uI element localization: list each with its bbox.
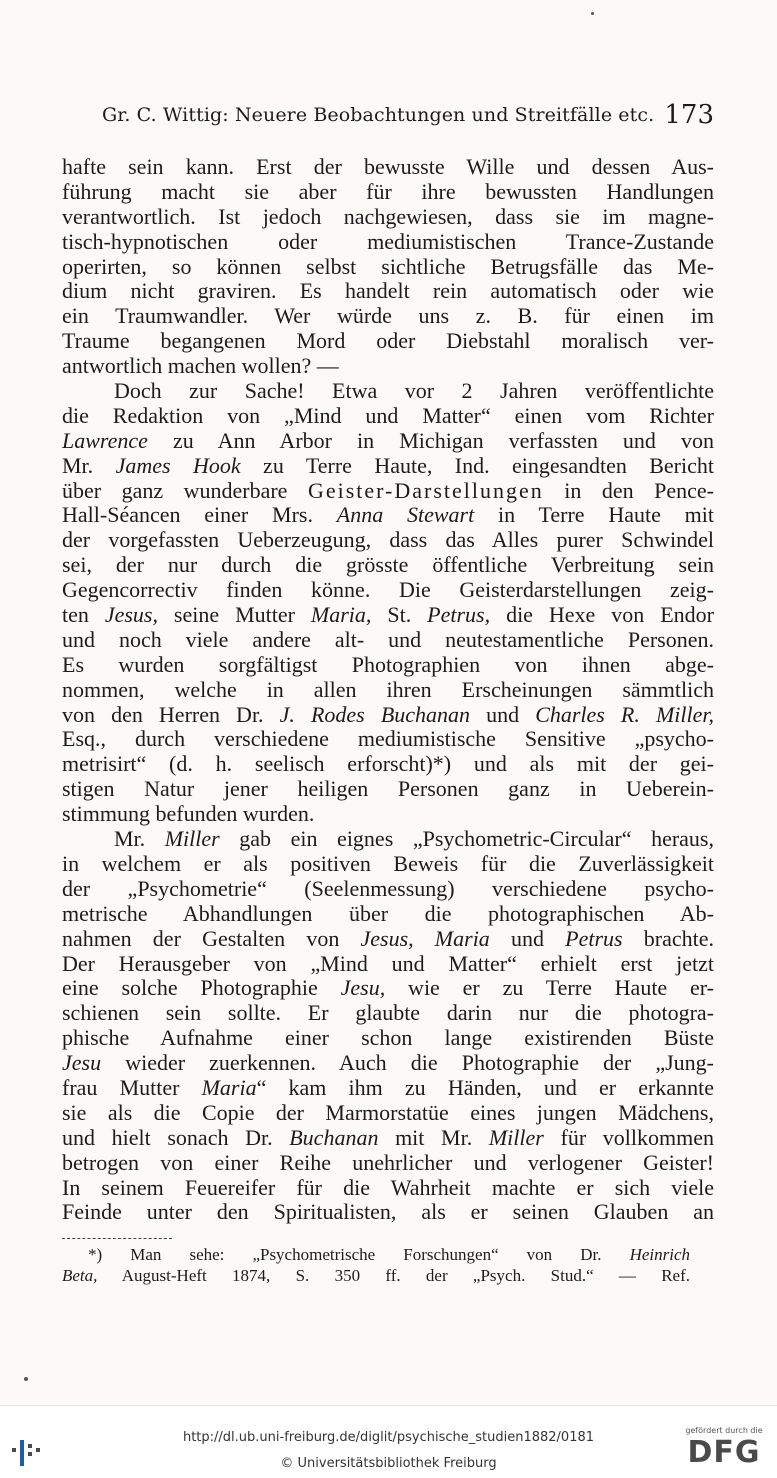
text-span: eine solche Photographie xyxy=(62,976,341,1001)
text-span: zu Ann Arbor in Michigan verfassten und von xyxy=(147,428,714,453)
text-line xyxy=(62,454,714,479)
text-line xyxy=(62,404,714,429)
viewer-footer xyxy=(0,1405,777,1478)
text-span: wieder zuerkennen. Auch die Photographie der „Jung- xyxy=(101,1051,714,1076)
text-span: in Terre Haute mit xyxy=(474,503,714,528)
text-line xyxy=(62,1126,714,1151)
text-span: verantwortlich. Ist jedoch nachgewiesen, dass sie im magne- xyxy=(62,204,714,229)
text-span: und xyxy=(470,702,536,727)
text-line xyxy=(62,1151,714,1176)
text-line xyxy=(62,429,714,454)
text-line xyxy=(62,503,714,528)
text-span: zu Terre Haute, Ind. eingesandten Bericht xyxy=(240,453,714,478)
text-span: brachte. xyxy=(622,926,714,951)
text-line xyxy=(62,852,714,877)
text-line xyxy=(62,752,714,777)
text-span: wie er zu Terre Haute er- xyxy=(385,976,714,1001)
text-line xyxy=(62,952,714,977)
italic-span: Petrus, xyxy=(427,603,491,628)
text-span: Gegencorrectiv finden könne. Die Geisterdarstellungen zeig- xyxy=(62,578,714,603)
text-line xyxy=(62,329,714,354)
italic-span: Anna Stewart xyxy=(336,503,475,528)
text-span: antwortlich machen wollen? — xyxy=(62,354,339,379)
italic-span: Jesu xyxy=(62,1051,102,1076)
italic-span: Maria, xyxy=(310,603,372,628)
spaced-span: Geister-Darstellungen xyxy=(307,478,544,503)
text-line xyxy=(62,628,714,653)
text-span: sie als die Copie der Marmorstatüe eines jungen Mädchens, xyxy=(62,1100,714,1125)
text-span: Doch zur Sache! Etwa vor 2 Jahren veröffentlichte xyxy=(114,379,714,404)
text-line xyxy=(62,578,714,603)
text-line xyxy=(62,553,714,578)
text-line xyxy=(62,976,714,1001)
text-line xyxy=(62,230,714,255)
dfg-caption: gefördert durch die xyxy=(685,1426,763,1435)
text-line xyxy=(62,1101,714,1126)
text-line xyxy=(62,528,714,553)
text-line xyxy=(62,802,714,827)
running-head xyxy=(62,100,714,132)
text-span: die Hexe von Endor xyxy=(490,603,714,628)
text-line xyxy=(62,1176,714,1201)
text-line xyxy=(62,827,714,852)
text-span: nommen, welche in allen ihren Erscheinungen sämmtlich xyxy=(62,677,714,702)
italic-span: Beta, xyxy=(62,1266,98,1285)
italic-span: J. Rodes Buchanan xyxy=(279,702,471,727)
text-span: Mr. xyxy=(62,453,116,478)
text-span: die Redaktion von „Mind und Matter“ einen vom Richter xyxy=(62,403,714,428)
text-span: von den Herren Dr. xyxy=(62,702,280,727)
text-span: In seinem Feuereifer für die Wahrheit machte er sich viele xyxy=(62,1175,714,1200)
text-span: und noch viele andere alt- und neutestamentliche Personen. xyxy=(62,627,714,652)
italic-span: Petrus xyxy=(565,926,623,951)
italic-span: James Hook xyxy=(115,453,241,478)
text-span: und hielt sonach Dr. xyxy=(62,1125,290,1150)
text-span: August-Heft 1874, S. 350 ff. der „Psych. Stud.“ — Ref. xyxy=(97,1266,690,1285)
text-span: dium nicht graviren. Es handelt rein automatisch oder wie xyxy=(62,279,714,304)
text-line xyxy=(62,255,714,280)
text-line xyxy=(62,653,714,678)
text-line xyxy=(62,1051,714,1076)
italic-span: Miller xyxy=(488,1125,544,1150)
footnote-rule xyxy=(62,1238,172,1239)
text-line xyxy=(62,304,714,329)
text-line xyxy=(62,1265,690,1286)
italic-span: Heinrich xyxy=(629,1245,690,1264)
page-number: 173 xyxy=(664,100,714,130)
text-span: mit Mr. xyxy=(378,1125,489,1150)
text-span: in den Pence- xyxy=(543,478,714,503)
scan-speck-top xyxy=(591,12,594,15)
text-span: phische Aufnahme einer schon lange existirenden Büste xyxy=(62,1026,714,1051)
text-line xyxy=(62,727,714,752)
text-line xyxy=(62,479,714,504)
text-span: stigen Natur jener heiligen Personen ganz in Ueberein- xyxy=(62,777,714,802)
text-span: metrische Abhandlungen über die photographischen Ab- xyxy=(62,901,714,926)
text-line xyxy=(62,1200,714,1225)
text-span: der vorgefassten Ueberzeugung, dass das Alles purer Schwindel xyxy=(62,528,714,553)
text-line xyxy=(62,777,714,802)
text-span: “ kam ihm zu Händen, und er erkannte xyxy=(256,1075,714,1100)
text-span: Esq., durch verschiedene mediumistische Sensitive „psycho- xyxy=(62,727,714,752)
text-span: metrisirt“ (d. h. seelisch erforscht)*) und als mit der gei- xyxy=(62,752,714,777)
text-line xyxy=(62,354,714,379)
text-line xyxy=(62,902,714,927)
body-text xyxy=(62,155,714,1225)
text-line xyxy=(62,180,714,205)
footnote xyxy=(62,1244,690,1286)
text-span: Es wurden sorgfältigst Photographien von ihnen abge- xyxy=(62,652,714,677)
italic-span: Jesu, xyxy=(340,976,386,1001)
text-span: schienen sein sollte. Er glaubte darin nur die photogra- xyxy=(62,1001,714,1026)
text-line xyxy=(62,155,714,180)
text-span: nahmen der Gestalten von xyxy=(62,926,361,951)
italic-span: Jesus, Maria xyxy=(360,926,490,951)
text-line xyxy=(62,877,714,902)
text-line xyxy=(62,205,714,230)
text-line xyxy=(62,1001,714,1026)
text-span: seine Mutter xyxy=(157,603,311,628)
text-span: ein Traumwandler. Wer würde uns z. B. für einen im xyxy=(62,304,714,329)
source-url-link[interactable]: http://dl.ub.uni-freiburg.de/diglit/psychische_studien1882/0181 xyxy=(182,1430,595,1445)
text-span: sei, der nur durch die grösste öffentliche Verbreitung sein xyxy=(62,553,714,578)
text-span: ten xyxy=(62,603,105,628)
text-line xyxy=(62,1026,714,1051)
italic-span: Miller xyxy=(164,827,220,852)
text-line xyxy=(62,703,714,728)
text-span: führung macht sie aber für ihre bewussten Handlungen xyxy=(62,179,714,204)
text-span: und xyxy=(489,926,566,951)
text-span: in welchem er als positiven Beweis für die Zuverlässigkeit xyxy=(62,851,714,876)
italic-span: Lawrence xyxy=(62,428,148,453)
text-line xyxy=(62,1244,690,1265)
text-span: der „Psychometrie“ (Seelenmessung) verschiedene psycho- xyxy=(62,876,714,901)
dfg-logo-text: DFG xyxy=(687,1435,761,1470)
text-span: betrogen von einer Reihe unehrlicher und verlogener Geister! xyxy=(62,1150,714,1175)
text-line xyxy=(62,603,714,628)
text-span: tisch-hypnotischen oder mediumistischen Trance-Zustande xyxy=(62,229,714,254)
text-span: für vollkommen xyxy=(543,1125,714,1150)
text-line xyxy=(62,678,714,703)
italic-span: Buchanan xyxy=(289,1125,379,1150)
text-span: Mr. xyxy=(114,827,165,852)
text-span: hafte sein kann. Erst der bewusste Wille und dessen Aus- xyxy=(62,155,714,179)
text-span: stimmung befunden wurden. xyxy=(62,802,315,827)
italic-span: Maria xyxy=(201,1075,257,1100)
text-line xyxy=(62,1076,714,1101)
text-span: Traume begangenen Mord oder Diebstahl moralisch ver- xyxy=(62,329,714,354)
text-line xyxy=(62,379,714,404)
italic-span: Charles R. Miller, xyxy=(535,702,714,727)
text-span: frau Mutter xyxy=(62,1075,202,1100)
italic-span: Jesus, xyxy=(104,603,158,628)
text-span: St. xyxy=(371,603,428,628)
scan-speck-left xyxy=(24,1377,28,1381)
text-span: Feinde unter den Spiritualisten, als er seinen Glauben an xyxy=(62,1200,714,1225)
dfg-logo xyxy=(681,1426,767,1474)
text-span: *) Man sehe: „Psychometrische Forschungen“ von Dr. xyxy=(88,1245,630,1264)
text-span: Hall-Séancen einer Mrs. xyxy=(62,503,337,528)
text-span: gab ein eignes „Psychometric-Circular“ heraus, xyxy=(219,827,714,852)
running-title: Gr. C. Wittig: Neuere Beobachtungen und Streitfälle etc. xyxy=(102,104,655,126)
text-line xyxy=(62,279,714,304)
text-span: über ganz wunderbare xyxy=(62,478,308,503)
text-span: Der Herausgeber von „Mind und Matter“ erhielt erst jetzt xyxy=(62,951,714,976)
text-span: operirten, so können selbst sichtliche Betrugsfälle das Me- xyxy=(62,254,714,279)
copyright-notice: © Universitätsbibliothek Freiburg xyxy=(280,1456,497,1471)
text-line xyxy=(62,927,714,952)
